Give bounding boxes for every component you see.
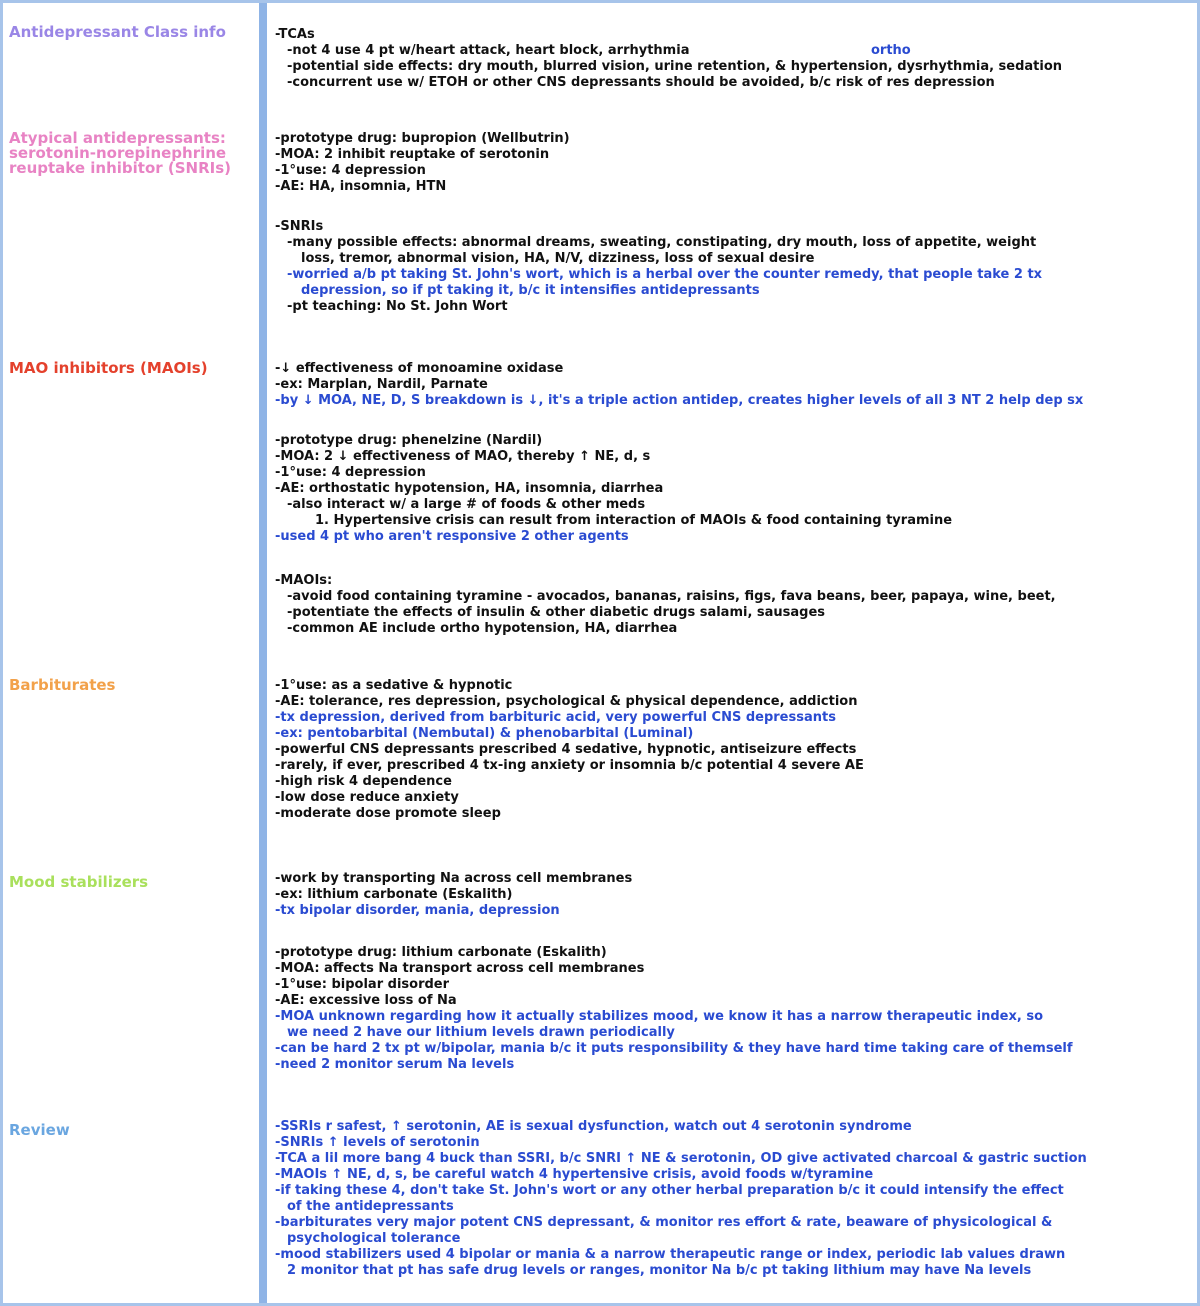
note-line: -can be hard 2 tx pt w/bipolar, mania b/c it puts responsibility & they have hard time taking care of themself (275, 1041, 1073, 1056)
notes-snris (275, 219, 1193, 315)
note-line: -barbiturates very major potent CNS depressant, & monitor res effort & rate, beaware of physicological & (275, 1215, 1053, 1230)
note-line: -rarely, if ever, prescribed 4 tx-ing anxiety or insomnia b/c potential 4 severe AE (275, 758, 864, 773)
note-line: -1°use: as a sedative & hypnotic (275, 678, 513, 693)
note-line: 2 monitor that pt has safe drug levels or ranges, monitor Na b/c pt taking lithium may have Na levels (287, 1263, 1032, 1278)
notes-maoi-prototype (275, 433, 1193, 545)
note-line: -powerful CNS depressants prescribed 4 sedative, hypnotic, antiseizure effects (275, 742, 857, 757)
note-line: -many possible effects: abnormal dreams, sweating, constipating, dry mouth, loss of appetite, weight (287, 235, 1037, 250)
heading-antidepressant-class-info: Antidepressant Class info (9, 23, 226, 41)
note-line: psychological tolerance (287, 1231, 461, 1246)
note-line: -prototype drug: lithium carbonate (Eskalith) (275, 945, 607, 960)
note-line: -TCAs (275, 27, 315, 42)
note-line: -potentiate the effects of insulin & other diabetic drugs salami, sausages (287, 605, 826, 620)
note-line: -↓ effectiveness of monoamine oxidase (275, 361, 564, 376)
note-line: depression, so if pt taking it, b/c it intensifies antidepressants (301, 283, 760, 298)
note-line: -MAOIs ↑ NE, d, s, be careful watch 4 hypertensive crisis, avoid foods w/tyramine (275, 1167, 874, 1182)
heading-mao-inhibitors: MAO inhibitors (MAOIs) (9, 359, 208, 377)
note-line: -low dose reduce anxiety (275, 790, 459, 805)
notes-maoi-overview (275, 361, 1193, 409)
note-line: -common AE include ortho hypotension, HA, diarrhea (287, 621, 678, 636)
note-line: -SNRIs (275, 219, 324, 234)
note-line: loss, tremor, abnormal vision, HA, N/V, dizziness, loss of sexual desire (301, 251, 815, 266)
notes-mood-stabilizers-prototype (275, 945, 1193, 1073)
note-line: -ex: Marplan, Nardil, Parnate (275, 377, 488, 392)
note-line: 1. Hypertensive crisis can result from interaction of MAOIs & food containing tyramine (315, 513, 953, 528)
note-line: -avoid food containing tyramine - avocados, bananas, raisins, figs, fava beans, beer, papaya, wine, beet, (287, 589, 1056, 604)
notes-tcas (275, 27, 1193, 91)
note-line: -pt teaching: No St. John Wort (287, 299, 508, 314)
note-line: -prototype drug: bupropion (Wellbutrin) (275, 131, 570, 146)
note-line: -need 2 monitor serum Na levels (275, 1057, 515, 1072)
notes-review (275, 1119, 1193, 1279)
note-line: -tx depression, derived from barbituric acid, very powerful CNS depressants (275, 710, 836, 725)
note-line: -TCA a lil more bang 4 buck than SSRI, b/c SNRI ↑ NE & serotonin, OD give activated charcoal & gastric suction (275, 1151, 1087, 1166)
note-line: -AE: HA, insomnia, HTN (275, 179, 447, 194)
note-line: -MOA: 2 inhibit reuptake of serotonin (275, 147, 550, 162)
note-line: -worried a/b pt taking St. John's wort, which is a herbal over the counter remedy, that people take 2 tx (287, 267, 1043, 282)
note-line: -if taking these 4, don't take St. John's wort or any other herbal preparation b/c it could intensify the effect (275, 1183, 1064, 1198)
note-line: -by ↓ MOA, NE, D, S breakdown is ↓, it's a triple action antidep, creates higher levels of all 3 NT 2 help dep sx (275, 393, 1084, 408)
note-line: -SSRIs r safest, ↑ serotonin, AE is sexual dysfunction, watch out 4 serotonin syndrome (275, 1119, 912, 1134)
note-line: -prototype drug: phenelzine (Nardil) (275, 433, 543, 448)
note-line: -AE: tolerance, res depression, psychological & physical dependence, addiction (275, 694, 858, 709)
heading-review: Review (9, 1121, 70, 1139)
note-line: -1°use: bipolar disorder (275, 977, 450, 992)
note-line: -1°use: 4 depression (275, 465, 426, 480)
note-line: -AE: orthostatic hypotension, HA, insomnia, diarrhea (275, 481, 664, 496)
note-line: -MOA unknown regarding how it actually stabilizes mood, we know it has a narrow therapeutic index, so (275, 1009, 1044, 1024)
notes-maoi-diet (275, 573, 1193, 637)
note-line: -MOA: 2 ↓ effectiveness of MAO, thereby ↑ NE, d, s (275, 449, 651, 464)
notes-atypical-prototype (275, 131, 1193, 195)
heading-barbiturates: Barbiturates (9, 676, 116, 694)
note-line: -work by transporting Na across cell membranes (275, 871, 633, 886)
note-line: -ex: lithium carbonate (Eskalith) (275, 887, 513, 902)
note-line: -used 4 pt who aren't responsive 2 other agents (275, 529, 629, 544)
margin-note-ortho: ortho (871, 43, 911, 58)
note-line: of the antidepressants (287, 1199, 454, 1214)
note-line: -concurrent use w/ ETOH or other CNS depressants should be avoided, b/c risk of res depression (287, 75, 995, 90)
note-line: -moderate dose promote sleep (275, 806, 501, 821)
heading-mood-stabilizers: Mood stabilizers (9, 873, 149, 891)
note-line: -SNRIs ↑ levels of serotonin (275, 1135, 480, 1150)
notes-barbiturates (275, 678, 1193, 822)
note-line: -also interact w/ a large # of foods & other meds (287, 497, 646, 512)
notes-mood-stabilizers-overview (275, 871, 1193, 919)
note-line: we need 2 have our lithium levels drawn periodically (287, 1025, 675, 1040)
column-divider (259, 3, 267, 1303)
note-line: -not 4 use 4 pt w/heart attack, heart block, arrhythmia (287, 43, 690, 58)
note-line: -MAOIs: (275, 573, 333, 588)
note-line: -tx bipolar disorder, mania, depression (275, 903, 560, 918)
note-line: -mood stabilizers used 4 bipolar or mania & a narrow therapeutic range or index, periodic lab values drawn (275, 1247, 1066, 1262)
note-line: -1°use: 4 depression (275, 163, 426, 178)
note-line: -MOA: affects Na transport across cell membranes (275, 961, 645, 976)
note-line: -ex: pentobarbital (Nembutal) & phenobarbital (Luminal) (275, 726, 694, 741)
note-line: -high risk 4 dependence (275, 774, 452, 789)
heading-atypical-antidepressants: Atypical antidepressants: serotonin-norepinephrine reuptake inhibitor (SNRIs) (9, 129, 231, 177)
note-line: -AE: excessive loss of Na (275, 993, 457, 1008)
note-line: -potential side effects: dry mouth, blurred vision, urine retention, & hypertension, dysrhythmia, sedation (287, 59, 1063, 74)
